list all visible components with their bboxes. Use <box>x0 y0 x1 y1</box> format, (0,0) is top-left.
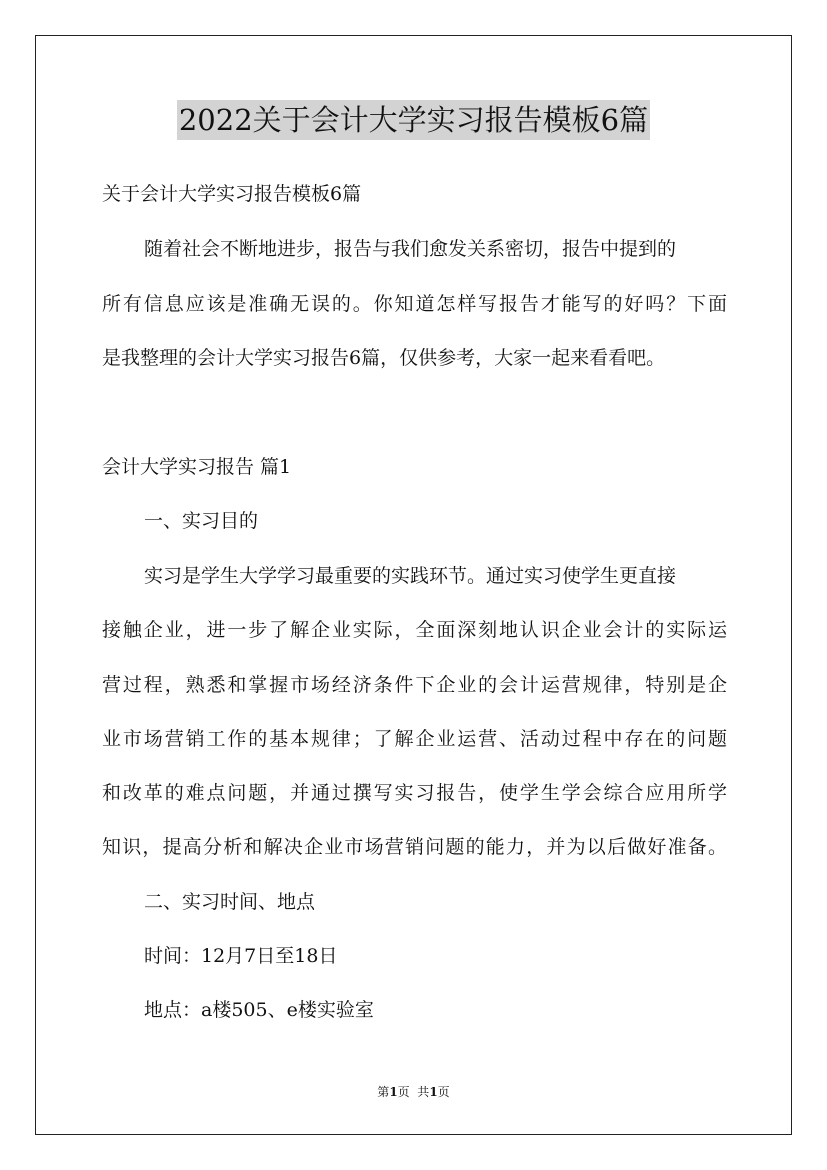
title-container <box>0 100 827 140</box>
purpose-heading: 一、实习目的 <box>144 510 259 532</box>
purpose-line: 知识，提高分析和解决企业市场营销问题的能力，并为以后做好准备。 <box>102 836 727 858</box>
purpose-line: 营过程，熟悉和掌握市场经济条件下企业的会计运营规律，特别是企 <box>102 674 727 696</box>
footer-mid: 页 共 <box>397 1085 430 1099</box>
page-footer <box>0 1084 827 1100</box>
section-heading: 会计大学实习报告 篇1 <box>102 456 292 478</box>
footer-suffix: 页 <box>437 1085 450 1099</box>
place-line: 地点：a楼505、e楼实验室 <box>144 999 374 1021</box>
intro-line: 随着社会不断地进步，报告与我们愈发关系密切，报告中提到的 <box>144 238 677 260</box>
purpose-line: 实习是学生大学学习最重要的实践环节。通过实习使学生更直接 <box>144 565 677 587</box>
purpose-line: 和改革的难点问题，并通过撰写实习报告，使学生学会综合应用所学 <box>102 782 727 804</box>
document-title: 2022关于会计大学实习报告模板6篇 <box>177 100 650 140</box>
intro-line: 所有信息应该是准确无误的。你知道怎样写报告才能写的好吗？下面 <box>102 293 727 315</box>
time-place-heading: 二、实习时间、地点 <box>144 891 316 913</box>
time-line: 时间：12月7日至18日 <box>144 945 338 967</box>
footer-page-number: 1 <box>389 1085 398 1099</box>
purpose-line: 接触企业，进一步了解企业实际，全面深刻地认识企业会计的实际运 <box>102 619 727 641</box>
purpose-line: 业市场营销工作的基本规律；了解企业运营、活动过程中存在的问题 <box>102 728 727 750</box>
footer-total-pages: 1 <box>429 1085 438 1099</box>
document-subtitle: 关于会计大学实习报告模板6篇 <box>102 183 362 205</box>
intro-line: 是我整理的会计大学实习报告6篇，仅供参考，大家一起来看看吧。 <box>102 347 666 369</box>
footer-prefix: 第 <box>377 1085 390 1099</box>
